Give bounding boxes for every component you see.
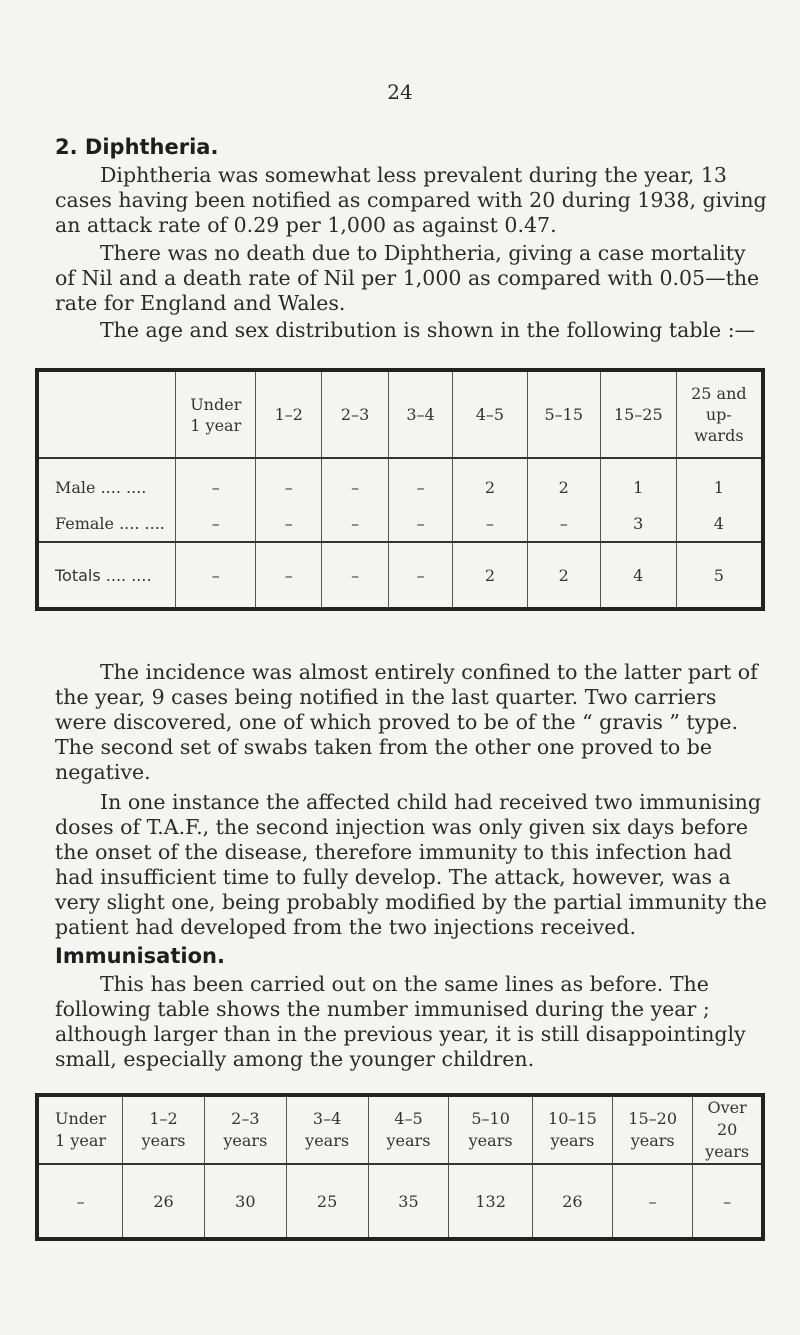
column-header: 15–25 xyxy=(600,370,676,458)
table-cell: 26 xyxy=(123,1164,205,1239)
column-header: 5–10 years xyxy=(449,1095,532,1164)
paragraph: In one instance the affected child had received two immunising doses of T.A.F., the second injection was only given six days before the onset of the disease, therefore immunity to this infection had had insufficient time to fully develop. The attack, however, was a very slight one, being probably modified by the partial immunity the patient had developed from the two injections received. xyxy=(55,790,767,939)
table-cell: 2 xyxy=(527,542,600,609)
column-header: 15–20 years xyxy=(613,1095,693,1164)
table-cell: 132 xyxy=(449,1164,532,1239)
paragraph: This has been carried out on the same lines as before. The following table shows the number immunised during the year ; although larger than in the previous year, it is still disappointingly small, especially among the younger children. xyxy=(55,972,746,1071)
column-header: 1–2 years xyxy=(123,1095,205,1164)
table-cell: – xyxy=(256,458,322,505)
table-cell: – xyxy=(693,1164,763,1239)
table-cell: – xyxy=(176,542,256,609)
table-cell: – xyxy=(176,458,256,505)
table-row-female xyxy=(37,505,763,542)
table-cell: 1 xyxy=(600,458,676,505)
paragraph: There was no death due to Diphtheria, giving a case mortality of Nil and a death rate of Nil per 1,000 as compared with 0.05—the rate for England and Wales. xyxy=(55,241,760,315)
age-sex-distribution-table xyxy=(35,368,765,611)
table-header-row xyxy=(37,370,763,458)
table-cell: – xyxy=(453,505,528,542)
paragraph: The incidence was almost entirely confined to the latter part of the year, 9 cases being notified in the last quarter. Two carriers were discovered, one of which proved to be of the “ gravis ” type. The second set of swabs taken from the other one proved to be negative. xyxy=(55,660,758,784)
table-header-row xyxy=(37,1095,763,1164)
table-cell: 3 xyxy=(600,505,676,542)
column-header: 10–15 years xyxy=(532,1095,612,1164)
table-row-male xyxy=(37,458,763,505)
row-label: Female .... .... xyxy=(37,505,176,542)
paragraph: Diphtheria was somewhat less prevalent during the year, 13 cases having been notified as compared with 20 during 1938, giving an attack rate of 0.29 per 1,000 as against 0.47. xyxy=(55,163,767,237)
column-header: Under 1 year xyxy=(37,1095,123,1164)
column-header: 1–2 xyxy=(256,370,322,458)
column-header: 25 and up-wards xyxy=(676,370,763,458)
table-cell: – xyxy=(613,1164,693,1239)
table-cell: 4 xyxy=(600,542,676,609)
table-cell: 4 xyxy=(676,505,763,542)
table-cell: – xyxy=(322,505,389,542)
table-cell: – xyxy=(176,505,256,542)
table-cell: – xyxy=(322,542,389,609)
column-header: Over 20 years xyxy=(693,1095,763,1164)
paragraph: The age and sex distribution is shown in the following table :— xyxy=(100,318,756,342)
section-heading-immunisation: Immunisation. xyxy=(55,944,225,968)
table-row xyxy=(37,1164,763,1239)
table-cell: 30 xyxy=(204,1164,286,1239)
table-cell: 2 xyxy=(453,458,528,505)
page-number: 24 xyxy=(387,80,413,104)
column-header xyxy=(37,370,176,458)
table-cell: – xyxy=(527,505,600,542)
row-label: Male .... .... xyxy=(37,458,176,505)
table-cell: 1 xyxy=(676,458,763,505)
column-header: 2–3 years xyxy=(204,1095,286,1164)
table-cell: – xyxy=(388,458,452,505)
table-cell: – xyxy=(388,505,452,542)
section-heading-diphtheria: 2. Diphtheria. xyxy=(55,135,219,159)
immunisation-table xyxy=(35,1093,765,1241)
table-cell: 5 xyxy=(676,542,763,609)
table-cell: – xyxy=(256,542,322,609)
row-label: Totals .... .... xyxy=(37,542,176,609)
table-cell: 2 xyxy=(453,542,528,609)
table-row-totals xyxy=(37,542,763,609)
table-cell: – xyxy=(322,458,389,505)
table-cell: 25 xyxy=(286,1164,368,1239)
column-header: 4–5 years xyxy=(368,1095,449,1164)
table-cell: 35 xyxy=(368,1164,449,1239)
column-header: 2–3 xyxy=(322,370,389,458)
column-header: Under 1 year xyxy=(176,370,256,458)
table-cell: – xyxy=(256,505,322,542)
column-header: 4–5 xyxy=(453,370,528,458)
table-cell: 26 xyxy=(532,1164,612,1239)
column-header: 3–4 years xyxy=(286,1095,368,1164)
table-cell: – xyxy=(37,1164,123,1239)
table-cell: – xyxy=(388,542,452,609)
table-cell: 2 xyxy=(527,458,600,505)
column-header: 5–15 xyxy=(527,370,600,458)
column-header: 3–4 xyxy=(388,370,452,458)
